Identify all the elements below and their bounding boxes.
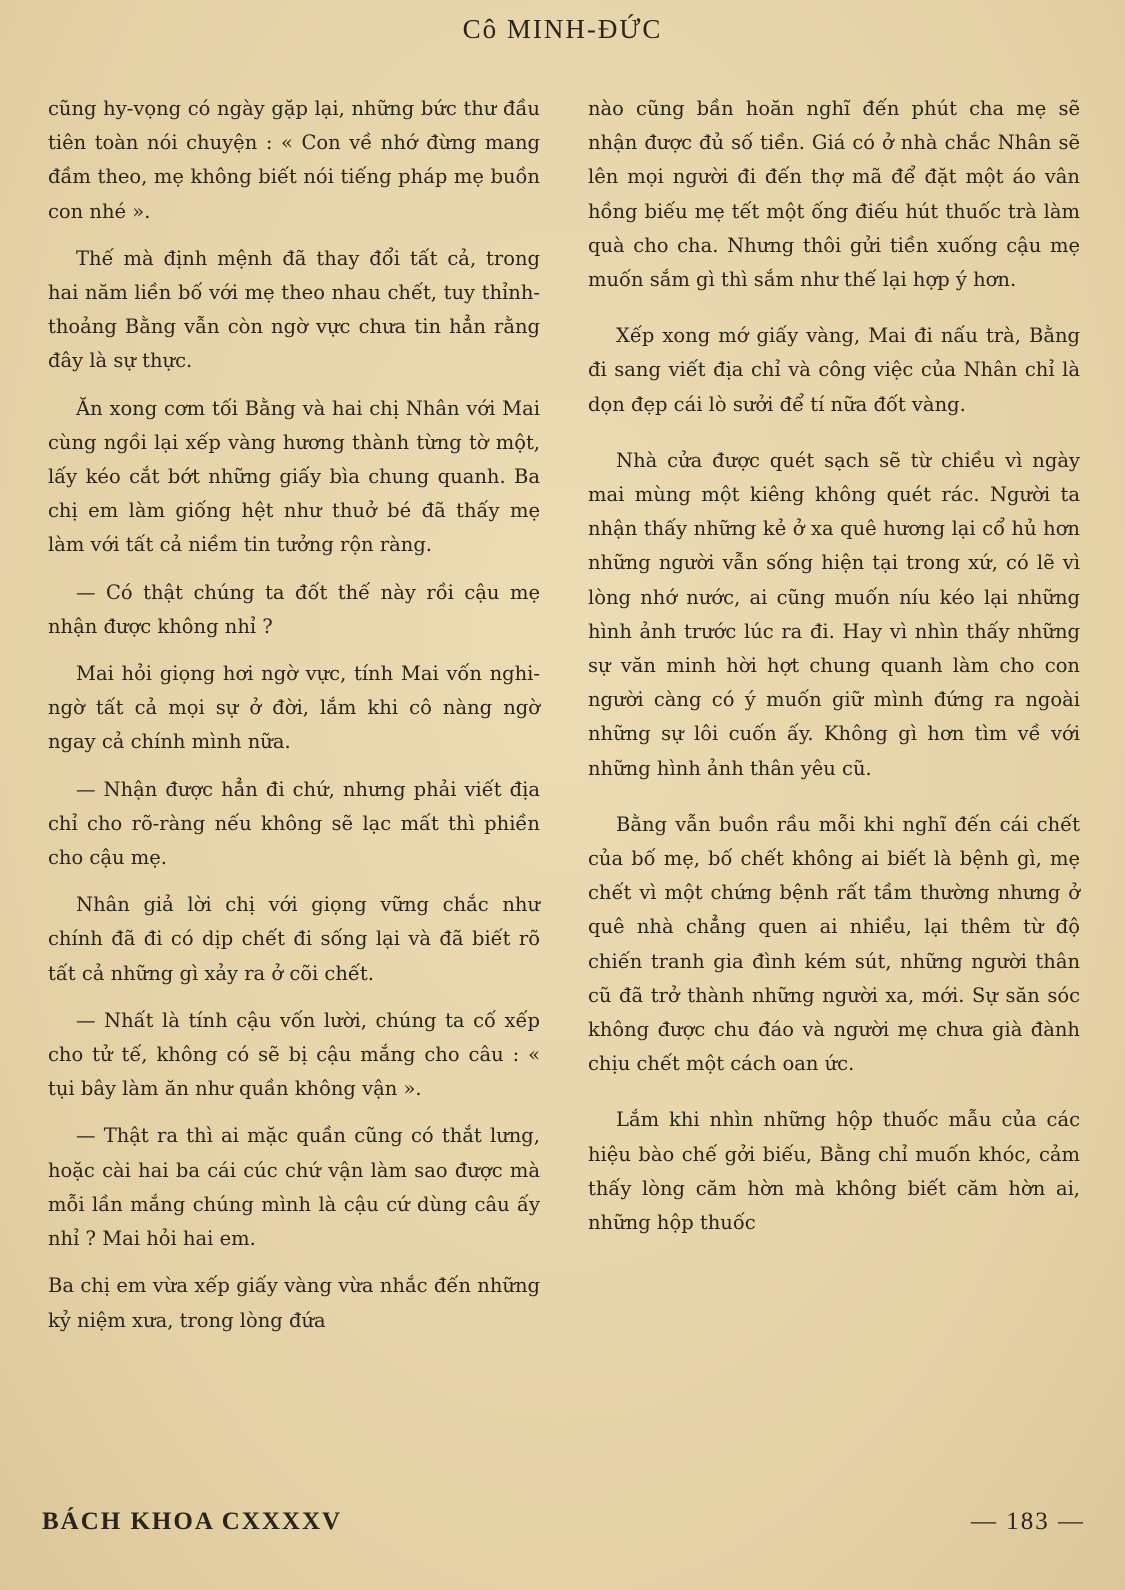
paragraph: Nhà cửa được quét sạch sẽ từ chiều vì ngày mai mùng một kiêng không quét rác. Người ta nhận thấy những kẻ ở xa quê hương lại cổ hủ hơn những người vẫn sống hiện tại trong xứ, có lẽ vì lòng nhớ nước, ai cũng muốn níu kéo lại những hình ảnh trước lúc ra đi. Hay vì nhìn thấy những sự văn minh hời hợt chung quanh làm cho con người càng có ý muốn giữ mình đứng ra ngoài những sự lôi cuốn ấy. Không gì hơn tìm về với những hình ảnh thân yêu cũ.	[588, 448, 1080, 780]
paragraph: Thế mà định mệnh đã thay đổi tất cả, trong hai năm liền bố với mẹ theo nhau chết, tuy thỉnh-thoảng Bằng vẫn còn ngờ vực chưa tin hẳn rằng đây là sự thực.	[48, 246, 540, 373]
paragraph: Ăn xong cơm tối Bằng và hai chị Nhân với Mai cùng ngồi lại xếp vàng hương thành từng tờ một, lấy kéo cắt bớt những giấy bìa chung quanh. Ba chị em làm giống hệt như thuở bé đã thấy mẹ làm với tất cả niềm tin tưởng rộn ràng.	[48, 396, 540, 557]
paragraph: nào cũng bần hoăn nghĩ đến phút cha mẹ sẽ nhận được đủ số tiền. Giá có ở nhà chắc Nhân sẽ lên mọi người đi đến thợ mã để đặt một áo vân hồng biếu mẹ tết một ống điếu hút thuốc trà làm quà cho cha. Nhưng thôi gửi tiền xuống cậu mẹ muốn sắm gì thì sắm như thế lại hợp ý hơn.	[588, 97, 1080, 292]
paragraph: — Thật ra thì ai mặc quần cũng có thắt lưng, hoặc cài hai ba cái cúc chứ vận làm sao được mà mỗi lần mắng chúng mình là cậu cứ dùng câu ấy nhỉ ? Mai hỏi hai em.	[48, 1124, 540, 1251]
magazine-title-footer: BÁCH KHOA CXXXXV	[42, 1508, 343, 1535]
paragraph: Bằng vẫn buồn rầu mỗi khi nghĩ đến cái chết của bố mẹ, bố chết không ai biết là bệnh gì, mẹ chết vì một chứng bệnh rất tầm thường nhưng ở quê nhà chẳng quen ai nhiều, lại thêm từ độ chiến tranh gia đình kém sút, những người thân cũ đã trở thành những người xa, mới. Sự săn sóc không được chu đáo và người mẹ chưa già đành chịu chết một cách oan ức.	[588, 812, 1080, 1076]
paragraph: — Nhận được hẳn đi chứ, nhưng phải viết địa chỉ cho rõ-ràng nếu không sẽ lạc mất thì phiền cho cậu mẹ.	[48, 777, 540, 870]
paragraph: Ba chị em vừa xếp giấy vàng vừa nhắc đến những kỷ niệm xưa, trong lòng đứa	[48, 1274, 540, 1332]
paragraph: — Có thật chúng ta đốt thế này rồi cậu mẹ nhận được không nhỉ ?	[48, 580, 540, 638]
paragraph: Nhân giả lời chị với giọng vững chắc như chính đã đi có dịp chết đi sống lại và đã biết rõ tất cả những gì xảy ra ở cõi chết.	[48, 893, 540, 985]
right-column	[588, 92, 1080, 1240]
left-column	[48, 92, 540, 1338]
paragraph: — Nhất là tính cậu vốn lười, chúng ta cố xếp cho tử tế, không có sẽ bị cậu mắng cho câu : « tụi bây làm ăn như quần không vận ».	[48, 1008, 540, 1101]
paragraph: Xếp xong mớ giấy vàng, Mai đi nấu trà, Bằng đi sang viết địa chỉ và công việc của Nhân chỉ là dọn đẹp cái lò sưởi để tí nữa đốt vàng.	[588, 324, 1080, 416]
paragraph: Lắm khi nhìn những hộp thuốc mẫu của các hiệu bào chế gởi biếu, Bằng chỉ muốn khóc, cảm thấy lòng căm hờn mà không biết căm hờn ai, những hộp thuốc	[588, 1108, 1080, 1235]
running-head-author: Cô MINH-ĐỨC	[462, 14, 663, 44]
page-number: — 183 —	[971, 1508, 1085, 1535]
paragraph: cũng hy-vọng có ngày gặp lại, những bức thư đầu tiên toàn nói chuyện : « Con về nhớ đừng mang đầm theo, mẹ không biết nói tiếng pháp mẹ buồn con nhé ».	[48, 97, 540, 223]
paragraph: Mai hỏi giọng hơi ngờ vực, tính Mai vốn nghi-ngờ tất cả mọi sự ở đời, lắm khi cô nàng ngờ ngay cả chính mình nữa.	[48, 662, 540, 754]
